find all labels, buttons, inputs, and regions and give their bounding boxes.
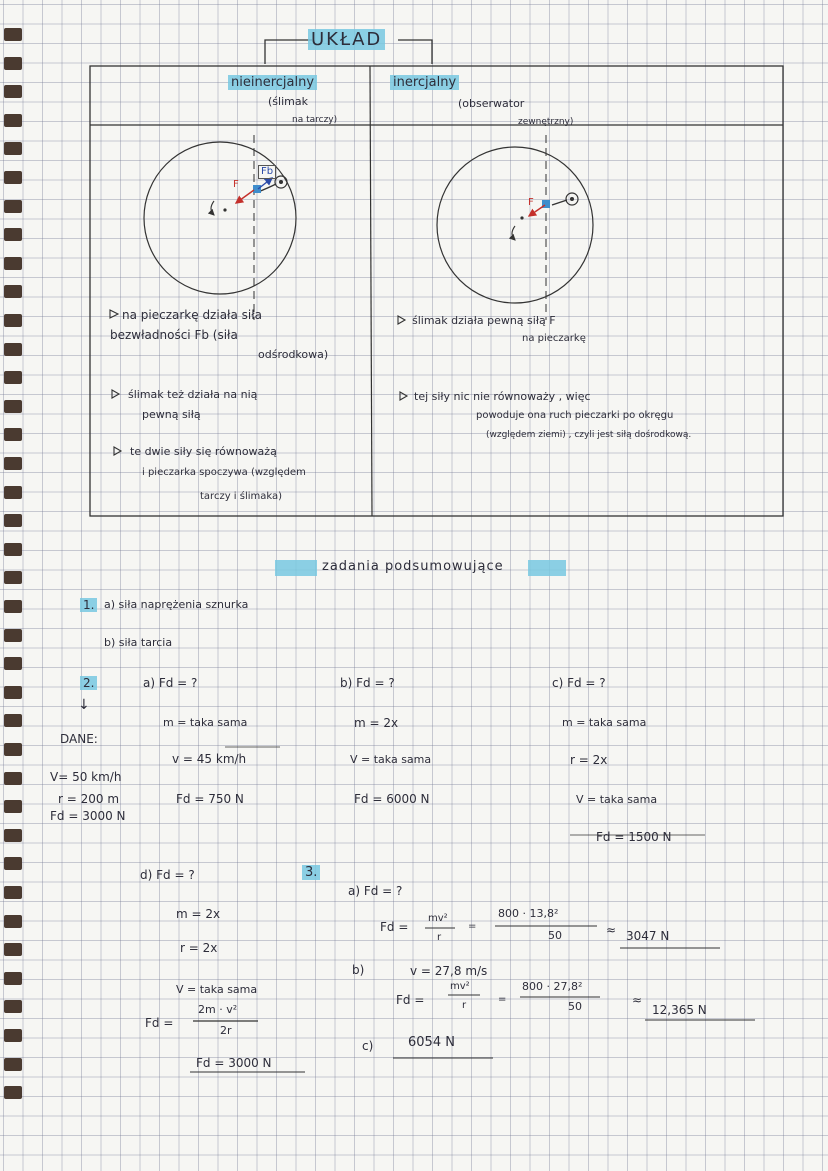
inertial-sub1: (obserwator <box>458 97 525 110</box>
task2-dane: DANE: <box>60 732 98 746</box>
task2d-formula-den: 2r <box>220 1024 232 1037</box>
table-divider <box>370 66 372 516</box>
task2c-v: V = taka sama <box>576 793 658 806</box>
left-note-3-line-1: te dwie siły się równoważą <box>130 445 277 458</box>
task2-arrow: ↓ <box>78 697 90 713</box>
heading-noninertial: nieinercjalny <box>228 76 317 90</box>
task3b-lhs: Fd = <box>396 993 425 1007</box>
task2a-head: a) Fd = ? <box>143 676 198 690</box>
task3a-calc-den: 50 <box>548 929 562 942</box>
rotation-arrow-right <box>512 226 515 240</box>
task3a-num: mv² <box>428 913 448 924</box>
task3a-calc-num: 800 · 13,8² <box>498 907 559 920</box>
task3b-v: v = 27,8 m/s <box>410 964 488 978</box>
task2c-fd: Fd = 1500 N <box>596 830 672 844</box>
rotation-arrow-left <box>211 201 214 215</box>
section-highlight-right <box>528 560 566 576</box>
task3c-result: 6054 N <box>408 1035 455 1050</box>
bullet-right-2 <box>400 392 407 400</box>
task1-a: a) siła naprężenia sznurka <box>104 598 249 611</box>
bullet-left-2 <box>112 390 119 398</box>
right-note-1-line-2: na pieczarkę <box>522 333 586 344</box>
noninertial-sub1: (ślimak <box>268 95 308 108</box>
bullet-right-1 <box>398 316 405 324</box>
task2d-head: d) Fd = ? <box>140 868 195 882</box>
task3a-lhs: Fd = <box>380 920 409 934</box>
label-f-right: F <box>528 197 534 208</box>
left-note-2-line-2: pewną siłą <box>142 408 201 421</box>
task2d-result: Fd = 3000 N <box>196 1056 272 1070</box>
task1-b: b) siła tarcia <box>104 636 173 649</box>
task2d-formula-num: 2m · v² <box>198 1003 238 1016</box>
snail-right-core <box>570 197 574 201</box>
task2b-v: V = taka sama <box>350 753 432 766</box>
center-dot-right <box>520 216 523 219</box>
center-dot-left <box>223 208 226 211</box>
label-f-left: F <box>233 179 239 190</box>
task3b-num: mv² <box>450 981 470 992</box>
task3-number: 3. <box>302 866 320 880</box>
task2d-formula-lhs: Fd = <box>145 1016 174 1030</box>
left-note-1-line-1: na pieczarkę działa siła <box>122 308 262 322</box>
task3b-eq: = <box>498 994 507 1005</box>
task2-given-r: r = 200 m <box>58 792 120 806</box>
task2-given-fd: Fd = 3000 N <box>50 809 126 823</box>
task2a-m: m = taka sama <box>163 716 248 729</box>
right-note-2-line-2: powoduje ona ruch pieczarki po okręgu <box>476 410 674 421</box>
task3b-calc-den: 50 <box>568 1000 582 1013</box>
task3c-label: c) <box>362 1039 374 1053</box>
section-highlight-left <box>275 560 317 576</box>
task3b-label: b) <box>352 963 365 977</box>
task2-number: 2. <box>80 676 97 690</box>
task2b-head: b) Fd = ? <box>340 676 395 690</box>
task2-given-v: V= 50 km/h <box>50 770 122 784</box>
task1-number: 1. <box>80 598 97 612</box>
task2c-r: r = 2x <box>570 753 608 767</box>
heading-inertial: inercjalny <box>390 76 459 90</box>
left-note-3-line-2: i pieczarka spoczywa (względem <box>142 467 306 478</box>
right-note-2-line-1: tej siły nic nie równoważy , więc <box>414 390 591 403</box>
task3a-eq: = <box>468 921 477 932</box>
left-note-3-line-3: tarczy i ślimaka) <box>200 491 283 502</box>
bullet-left-1 <box>110 310 118 318</box>
task3a-approx: ≈ <box>606 923 617 937</box>
task2a-v: v = 45 km/h <box>172 752 247 766</box>
task3a-result: 3047 N <box>626 929 670 943</box>
left-note-1-line-3: odśrodkowa) <box>258 348 329 361</box>
task2a-fd: Fd = 750 N <box>176 792 244 806</box>
task2d-v: V = taka sama <box>176 983 258 996</box>
task3b-den: r <box>462 1000 467 1011</box>
left-note-1-line-2: bezwładności Fb (siła <box>110 328 238 342</box>
task2c-head: c) Fd = ? <box>552 676 606 690</box>
right-note-1-line-1: ślimak działa pewną siłą F <box>412 314 556 327</box>
task3a-den: r <box>437 932 442 943</box>
left-note-2-line-1: ślimak też działa na nią <box>128 388 258 401</box>
bullet-left-3 <box>114 447 121 455</box>
snail-body-right <box>552 200 567 205</box>
inertial-sub2: zewnętrzny) <box>518 117 574 127</box>
mushroom-left <box>253 185 261 193</box>
page-title: UKŁAD <box>308 30 385 50</box>
task2c-m: m = taka sama <box>562 716 647 729</box>
snail-left-core <box>279 180 283 184</box>
task2b-m: m = 2x <box>354 716 399 730</box>
task2b-fd: Fd = 6000 N <box>354 792 430 806</box>
section-title: zadania podsumowujące <box>322 559 504 574</box>
task2d-r: r = 2x <box>180 941 218 955</box>
noninertial-sub2: na tarczy) <box>292 115 338 125</box>
disc-right <box>437 147 593 303</box>
label-fb: Fb <box>258 165 276 179</box>
task3b-result: 12,365 N <box>652 1003 707 1017</box>
task3a-head: a) Fd = ? <box>348 884 403 898</box>
task3b-calc-num: 800 · 27,8² <box>522 980 583 993</box>
task3b-approx: ≈ <box>632 993 643 1007</box>
task2d-m: m = 2x <box>176 907 221 921</box>
right-note-2-line-3: (względem ziemi) , czyli jest siłą dośrodkową. <box>486 430 692 440</box>
